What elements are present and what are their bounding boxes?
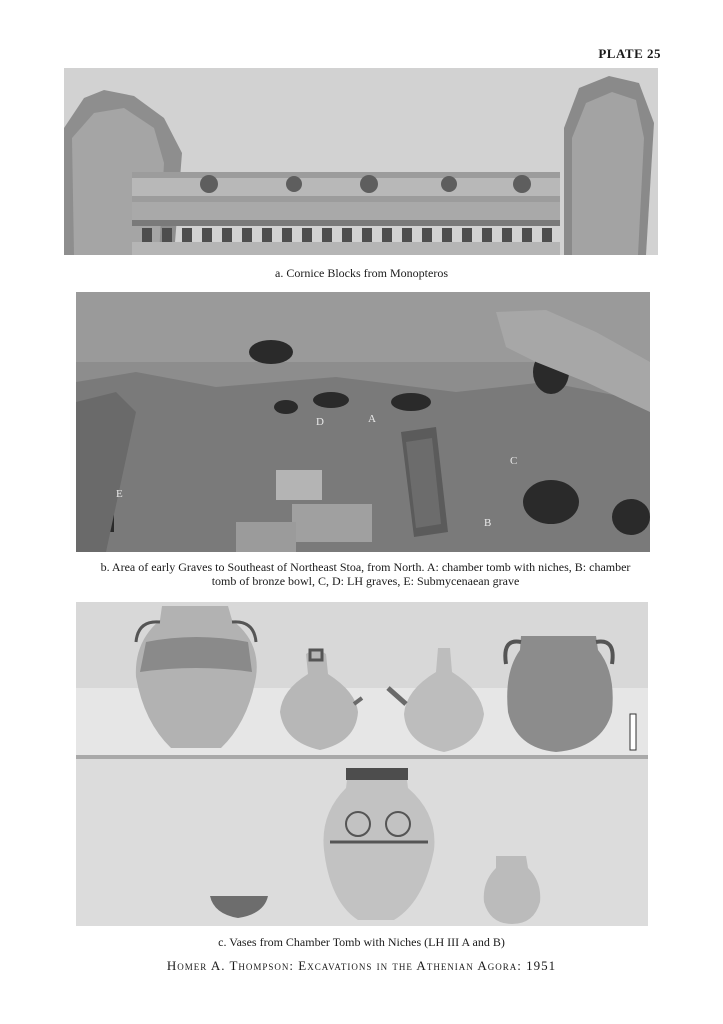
- caption-b-line2: tomb of bronze bowl, C, D: LH graves, E: Submycenaean grave: [211, 574, 520, 588]
- caption-b: [78, 560, 653, 588]
- photo-cornice-blocks: [64, 68, 658, 255]
- vase-jar-right: [505, 636, 612, 752]
- caption-b-line1: b. Area of early Graves to Southeast of Northeast Stoa, from North. A: chamber tomb with niches, B: chamber: [100, 560, 631, 574]
- vases-illustration: [76, 602, 648, 926]
- page-footer: Homer A. Thompson: Excavations in the Athenian Agora: 1951: [166, 958, 557, 973]
- marker-a: A: [368, 413, 376, 425]
- marker-e: E: [116, 488, 123, 500]
- plate-label: PLATE 25: [598, 46, 661, 61]
- caption-c: c. Vases from Chamber Tomb with Niches (LH III A and B): [218, 935, 505, 949]
- photo-vases: [76, 602, 648, 926]
- cornice-illustration: [64, 68, 658, 255]
- marker-d: D: [316, 416, 324, 428]
- photo-excavation-graves: [76, 292, 650, 552]
- marker-c: C: [510, 455, 518, 467]
- marker-b: B: [484, 517, 492, 529]
- excavation-illustration: [76, 292, 650, 552]
- caption-a: a. Cornice Blocks from Monopteros: [275, 266, 448, 280]
